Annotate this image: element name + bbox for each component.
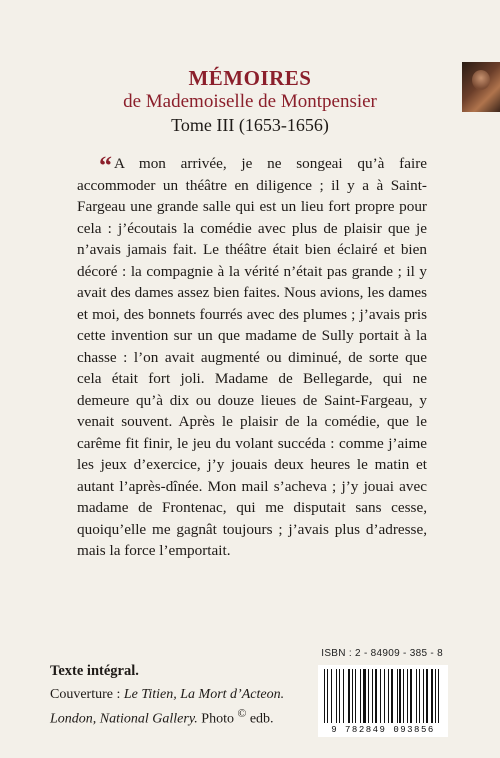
quote-mark: “ — [99, 151, 112, 180]
photo-credit-line — [50, 704, 284, 729]
barcode-bar — [327, 669, 328, 723]
barcode-bar — [370, 669, 371, 723]
integral-text-label: Texte intégral. — [50, 663, 139, 679]
barcode-bar — [399, 669, 400, 723]
barcode-bar — [382, 669, 383, 723]
excerpt-text — [77, 153, 427, 562]
credits-block — [50, 662, 284, 729]
photo-credit: edb. — [246, 711, 274, 727]
barcode-bar — [440, 669, 441, 723]
book-title: MÉMOIRES — [188, 66, 312, 90]
barcode-bar — [352, 669, 353, 723]
barcode-bar — [391, 669, 393, 723]
barcode-bar — [375, 669, 376, 723]
barcode — [318, 665, 448, 737]
photo-label: Photo — [197, 711, 234, 727]
barcode-bar — [363, 669, 366, 723]
excerpt-body: A mon arrivée, je ne songeai qu’à faire accommoder un théâtre en diligence ; il y a à Saint-Fargeau une grande salle qui est un lieu fort propre pour cela : j’écoutais la comédie avec plus de plaisir que je n’avais jamais fait. Le théâtre était bien éclairé et bien décoré : la compagnie à la vérité n’était pas grande ; il y avait des dames assez bien faites. Nous avions, les dames et moi, des bonnets fourrés avec des plumes ; j’avais pris cette invention sur un que madame de Sully portait à la chasse : l’on avait augmenté ou diminué, de sorte que cela était fort joli. Madame de Bellegarde, qui ne demeure qu’à dix ou douze lieues de Saint-Fargeau, y venait souvent. Après le plaisir de la comédie, que le carême fit finir, le jeu du volant succéda : comme j’aime les jeux d’exercice, j’y jouais deux heures le matin et autant l’après-dînée. Mon mail s’acheva ; j’y jouai avec madame de Frontenac, qui me disputait sans cesse, quoiqu’elle me gagnât toujours ; j’avais plus d’adresse, mais la force l’emportait. — [77, 155, 427, 559]
barcode-bar — [388, 669, 389, 723]
barcode-bar — [405, 669, 406, 723]
barcode-bar — [357, 669, 358, 723]
barcode-bar — [332, 669, 334, 723]
barcode-bars — [324, 669, 442, 723]
barcode-bar — [435, 669, 436, 723]
barcode-bar — [394, 669, 395, 723]
barcode-bar — [423, 669, 424, 723]
gallery-location: London, National Gallery. — [50, 711, 198, 727]
volume-label: Tome III (1653-1656) — [171, 115, 329, 135]
barcode-bar — [429, 669, 430, 723]
barcode-bar — [410, 669, 411, 723]
cover-label: Couverture : — [50, 687, 124, 702]
barcode-number: 9 782849 093856 — [331, 725, 435, 735]
barcode-bar — [417, 669, 418, 723]
barcode-bar — [420, 669, 421, 723]
isbn-label: ISBN : 2 - 84909 - 385 - 8 — [321, 648, 443, 659]
barcode-bar — [345, 669, 346, 723]
cover-work: Le Titien, La Mort d’Acteon. — [123, 687, 285, 702]
cover-credit-line — [50, 685, 284, 704]
book-subtitle: de Mademoiselle de Montpensier — [123, 91, 377, 112]
barcode-bar — [385, 669, 386, 723]
barcode-bar — [339, 669, 340, 723]
barcode-bar — [355, 669, 356, 723]
copyright-symbol: © — [237, 707, 247, 720]
barcode-bar — [426, 669, 428, 723]
barcode-bar — [343, 669, 344, 723]
